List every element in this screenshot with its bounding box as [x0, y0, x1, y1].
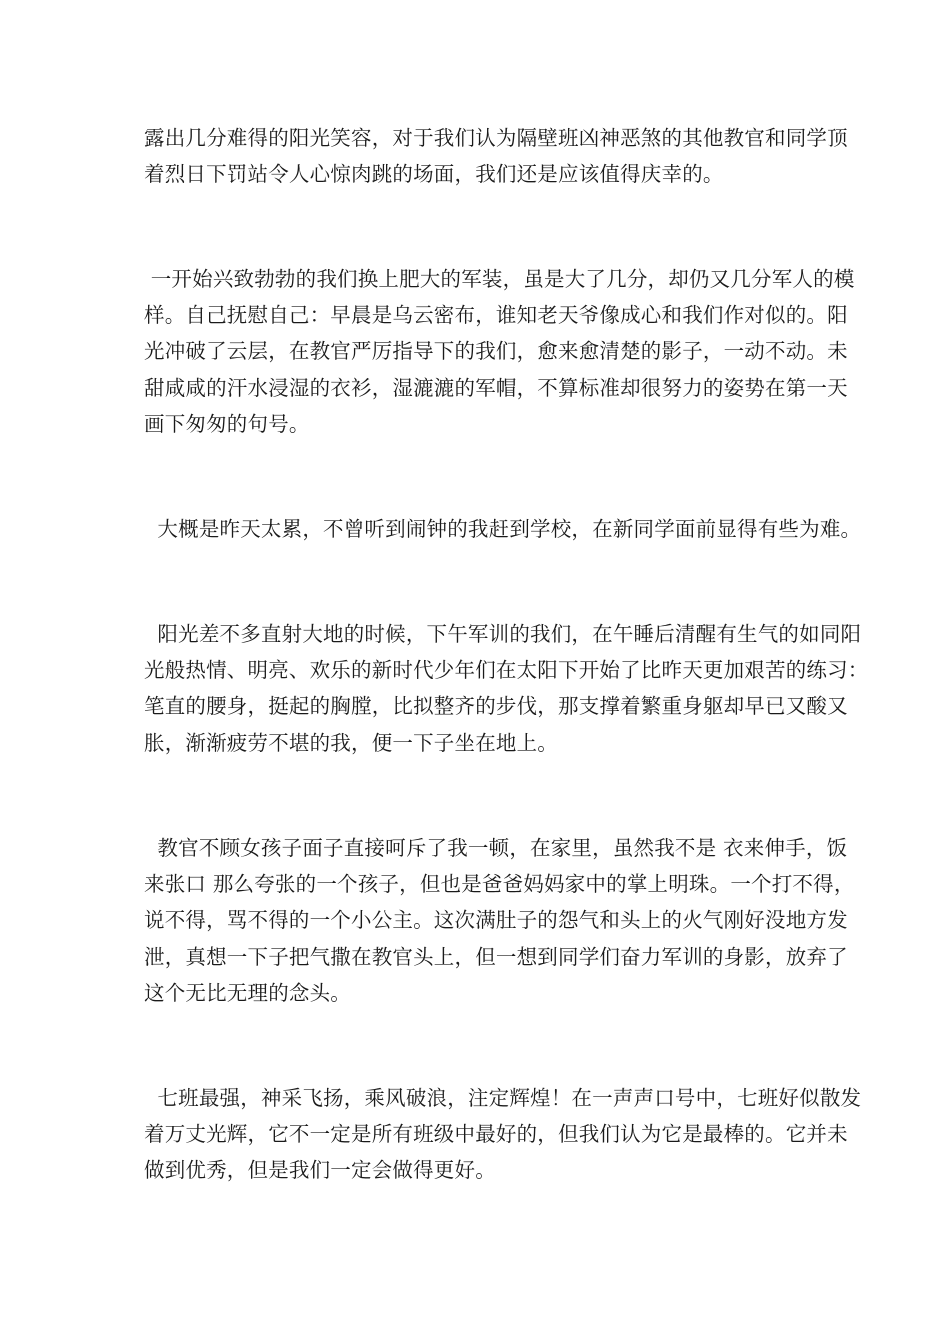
paragraph-line: 来张口 那么夸张的一个孩子，但也是爸爸妈妈家中的掌上明珠。一个打不得， [144, 872, 855, 896]
paragraph-line: 七班最强，神采飞扬，乘风破浪，注定辉煌！在一声声口号中，七班好似散发 [144, 1086, 862, 1110]
paragraph-line: 阳光差不多直射大地的时候，下午军训的我们，在午睡后清醒有生气的如同阳 [144, 622, 862, 646]
paragraph-line: 画下匆匆的句号。 [144, 412, 310, 436]
paragraph-line: 样。自己抚慰自己：早晨是乌云密布，谁知老天爷像成心和我们作对似的。阳 [144, 303, 848, 327]
paragraph-line: 胀，渐渐疲劳不堪的我，便一下子坐在地上。 [144, 731, 558, 755]
paragraph-line: 光冲破了云层，在教官严厉指导下的我们，愈来愈清楚的影子，一动不动。未 [144, 339, 848, 363]
paragraph-line: 大概是昨天太累，不曾听到闹钟的我赶到学校，在新同学面前显得有些为难。 [144, 517, 862, 541]
paragraph-line: 笔直的腰身，挺起的胸膛，比拟整齐的步伐，那支撑着繁重身躯却早已又酸又 [144, 694, 848, 718]
paragraph-line: 着万丈光辉，它不一定是所有班级中最好的，但我们认为它是最棒的。它并未 [144, 1122, 848, 1146]
paragraph-line: 做到优秀，但是我们一定会做得更好。 [144, 1158, 496, 1182]
paragraph-line: 说不得，骂不得的一个小公主。这次满肚子的怨气和头上的火气刚好没地方发 [144, 908, 848, 932]
paragraph-line: 光般热情、明亮、欢乐的新时代少年们在太阳下开始了比昨天更加艰苦的练习： [144, 658, 869, 682]
paragraph-line: 着烈日下罚站令人心惊肉跳的场面，我们还是应该值得庆幸的。 [144, 162, 724, 186]
paragraph-line: 这个无比无理的念头。 [144, 981, 351, 1005]
paragraph-line: 露出几分难得的阳光笑容，对于我们认为隔壁班凶神恶煞的其他教官和同学顶 [144, 126, 848, 150]
paragraph-line: 泄，真想一下子把气撒在教官头上，但一想到同学们奋力军训的身影，放弃了 [144, 945, 848, 969]
paragraph-line: 教官不顾女孩子面子直接呵斥了我一顿，在家里，虽然我不是 衣来伸手，饭 [144, 836, 848, 860]
paragraph-line: 甜咸咸的汗水浸湿的衣衫，湿漉漉的军帽，不算标准却很努力的姿势在第一天 [144, 376, 848, 400]
paragraph-line: 一开始兴致勃勃的我们换上肥大的军装，虽是大了几分，却仍又几分军人的模 [144, 267, 855, 291]
